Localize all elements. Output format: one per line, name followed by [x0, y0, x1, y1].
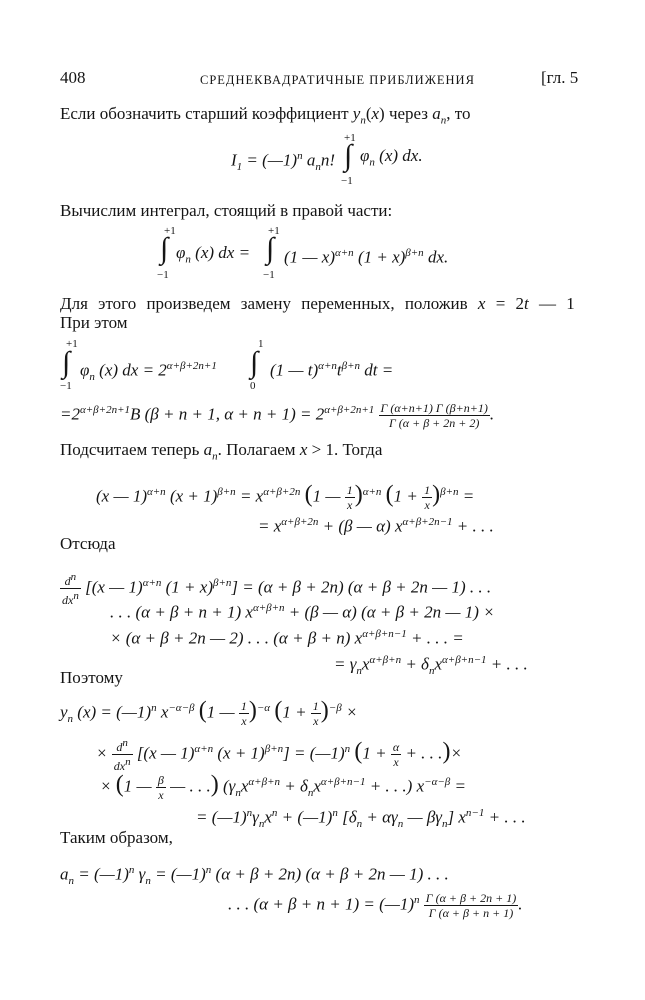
paragraph-1: Если обозначить старший коэффициент $y_n(x)$ через $a_n$, то	[60, 104, 471, 127]
integral-lower-limit: −1	[157, 269, 169, 281]
integral-sign: ∫	[250, 346, 259, 379]
equation-1: $I_1$ = (—1)$^n$ $a_nn$! ​	[231, 150, 340, 174]
chapter-label: [гл. 5	[541, 68, 579, 87]
equation-5c: × (α + β + 2n — 2) . . . (α + β + n) $x^{\alpha+\beta+n-1}$ + . . . =	[110, 628, 464, 648]
integral-lower-limit: −1	[263, 269, 275, 281]
equation-5b: . . . (α + β + n + 1) $x^{\alpha+\beta+n} + (\beta$ — α) (α + β + 2n — 1) ×	[110, 602, 495, 622]
integral-lower-limit: 0	[250, 380, 256, 392]
equation-3a-rhs: (1 — $t)^{\alpha+n}t^{\beta+n}$ dt =	[270, 360, 394, 380]
equation-7b: . . . (α + β + n + 1) = (—1)$^n$ $\frac{\Gamma (\alpha + \beta + 2n + 1)}{\Gamma (\alpha + \beta + n + 1)}$ .	[228, 891, 523, 921]
equation-1-integrand: $\varphi_n$ (x) dx.	[360, 146, 423, 169]
paragraph-3: Для этого произведем замену переменных, положив x = 2t — 1	[60, 294, 575, 313]
equation-5d: = $\gamma_nx^{\alpha+\beta+n} + \delta_nx^{\alpha+\beta+n-1}$ + . . .	[334, 654, 528, 678]
integral-upper-limit: +1	[164, 225, 176, 237]
equation-6a: $y_n$ (x) = (—1)$^n$ $x^{-\alpha-\beta}$ (1 — $\frac{1}{x}$ )$^{-\alpha}$ (1 + $\frac{1}{x}$ )$^{-\beta}$ ×	[60, 697, 358, 729]
equation-3a-lhs: $\varphi_n$ (x) dx = $2^{\alpha+\beta+2n+1}$	[80, 360, 217, 384]
equation-3b: $=2^{\alpha+\beta+2n+1}B$ (β + n + 1, $\alpha + n + 1) = 2^{\alpha+\beta+2n+1}$ $\frac{\Gamma (\alpha+n+1) \Gamma (\beta+n+1)}{\Gamma (\alpha + \beta + 2n + 2)}$ .	[60, 401, 495, 431]
equation-6c: × (1 — $\frac{\beta}{x}$ — . . .) ($\gamma_nx^{\alpha+\beta+n} + \delta_nx^{\alpha+\beta+n-1}$ + . . .) $x^{-\alpha-\beta}$ =	[100, 771, 466, 803]
paragraph-6: Поэтому	[60, 668, 123, 687]
integral-sign: ∫	[160, 232, 169, 265]
gamma-fraction: $\frac{\Gamma (\alpha + \beta + 2n + 1)}{\Gamma (\alpha + \beta + n + 1)}$	[425, 891, 517, 921]
equation-6b: × $\frac{d^n}{dx^n}$ [(x — 1)$^{\alpha+n}$ $(x + 1)^{\beta+n}$] = (—1)$^n$ (1 + $\frac{\alpha}{x}$ + . . .)×	[96, 737, 462, 773]
equation-4a: (x — 1)$^{\alpha+n}$ $(x + 1)^{\beta+n} = x^{\alpha+\beta+2n}$ (1 — $\frac{1}{x}$ )$^{\alpha+n}$ (1 + $\frac{1}{x}$ )$^{\beta+n}$ =	[96, 481, 475, 513]
equation-2-rhs: (1 — x)$^{\alpha+n}$ $(1 + x)^{\beta+n}$ dx.	[284, 247, 449, 267]
integral-lower-limit: −1	[60, 380, 72, 392]
equation-2-lhs: $\varphi_n$ (x) dx =	[176, 243, 251, 266]
equation-6d: = $(—1)^n\gamma_nx^n$ + (—1)$^n$ [$\delta_n + \alpha\gamma_n$ — $\beta\gamma_n$] $x^{n-1}$ + . . .	[196, 807, 526, 831]
integral-upper-limit: +1	[344, 132, 356, 144]
gamma-fraction: $\frac{\Gamma (\alpha+n+1) \Gamma (\beta+n+1)}{\Gamma (\alpha + \beta + 2n + 2)}$	[380, 401, 488, 431]
paragraph-3b: При этом	[60, 313, 128, 332]
equation-5a: $\frac{d^n}{dx^n}$ [(x — 1)$^{\alpha+n}$ $(1 + x)^{\beta+n}] = (\alpha + \beta + 2n)$ (α + β + 2n — 1) . . .	[62, 571, 492, 607]
integral-sign: ∫	[344, 139, 353, 172]
equation-7a: $a_n$ = (—1)$^n$ $\gamma_n$ = (—1)$^n$ (α + β + 2n) (α + β + 2n — 1) . . .	[60, 864, 449, 888]
integral-upper-limit: 1	[258, 338, 264, 350]
paragraph-7: Таким образом,	[60, 828, 173, 847]
paragraph-5: Отсюда	[60, 534, 116, 553]
paragraph-2: Вычислим интеграл, стоящий в правой части:	[60, 201, 393, 220]
page-number: 408	[60, 68, 86, 87]
running-title: СРЕДНЕКВАДРАТИЧНЫЕ ПРИБЛИЖЕНИЯ	[200, 73, 475, 87]
integral-upper-limit: +1	[268, 225, 280, 237]
integral-sign: ∫	[266, 232, 275, 265]
paragraph-4: Подсчитаем теперь $a_n$. Полагаем x > 1. Тогда	[60, 440, 383, 463]
integral-sign: ∫	[62, 346, 71, 379]
equation-4b: = $x^{\alpha+\beta+2n} + (\beta$ — α) $x^{\alpha+\beta+2n-1}$ + . . .	[258, 516, 494, 536]
integral-upper-limit: +1	[66, 338, 78, 350]
integral-lower-limit: −1	[341, 175, 353, 187]
